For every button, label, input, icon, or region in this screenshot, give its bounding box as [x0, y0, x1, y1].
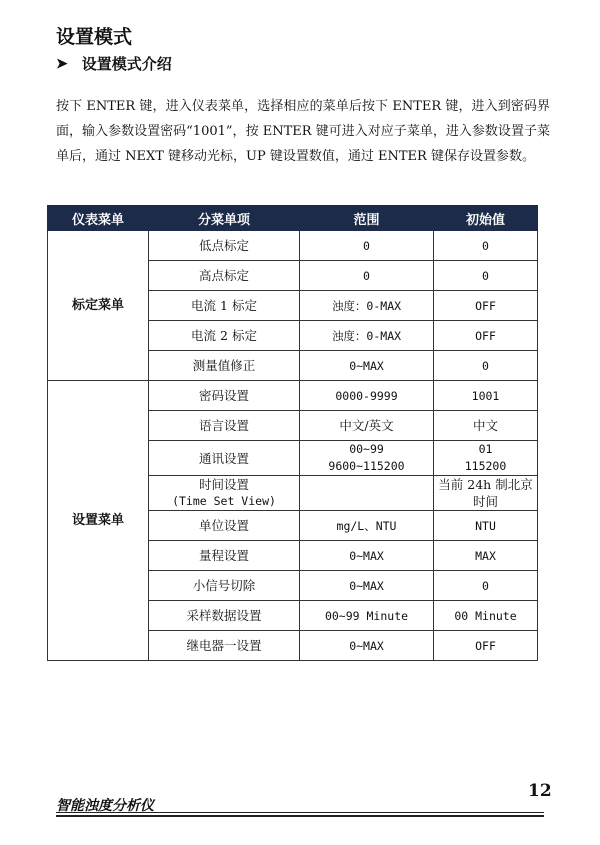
cell-initial: 1001	[471, 388, 500, 403]
cell-initial-line2: 115200	[464, 459, 507, 473]
page-number: 12	[528, 781, 552, 801]
cell-range: 0000-9999	[335, 388, 398, 403]
cell-item: 测量值修正	[149, 351, 300, 381]
cell-item: 量程设置	[149, 541, 300, 571]
cell-initial-line1: 01	[478, 442, 493, 456]
cell-item: 单位设置	[149, 511, 300, 541]
cell-item	[149, 476, 300, 511]
arrow-bullet-icon: ➤	[56, 55, 68, 72]
cell-initial: NTU	[475, 518, 496, 533]
settings-table	[47, 205, 538, 661]
group-calibration-menu: 标定菜单	[48, 231, 149, 381]
intro-paragraph: 按下 ENTER 键，进入仪表菜单，选择相应的菜单后按下 ENTER 键，进入到密码界面，输入参数设置密码“1001”，按 ENTER 键可进入对应子菜单，进入参数设置子菜单后，通过 NEXT 键移动光标，UP 键设置数值，通过 ENTER 键保存设置参数。	[56, 99, 550, 164]
cell-initial: OFF	[475, 298, 496, 313]
cell-item: 继电器一设置	[149, 631, 300, 661]
cell-item: 通讯设置	[149, 441, 300, 476]
cell-item: 采样数据设置	[149, 601, 300, 631]
cell-item: 低点标定	[149, 231, 300, 261]
cell-item: 语言设置	[149, 411, 300, 441]
footer-rule-thick	[56, 815, 544, 817]
cell-initial: 00 Minute	[454, 608, 517, 623]
cell-range: 00~99 Minute	[324, 608, 409, 623]
table-row	[48, 231, 538, 261]
cell-range: 0~MAX	[349, 638, 384, 653]
cell-range-line2: 9600~115200	[328, 459, 405, 473]
cell-initial: 当前 24h 制北京时间	[434, 476, 538, 511]
cell-range: 0	[363, 268, 370, 283]
cell-item: 小信号切除	[149, 571, 300, 601]
cell-item: 电流 2 标定	[149, 321, 300, 351]
cell-range: mg/L、NTU	[336, 518, 397, 533]
cell-item: 电流 1 标定	[149, 291, 300, 321]
cell-initial: OFF	[475, 328, 496, 343]
cell-item: 密码设置	[149, 381, 300, 411]
cell-item-line2: (Time Set View)	[172, 494, 276, 508]
cell-range-line1: 00~99	[349, 442, 384, 456]
footer-rule-thin	[56, 812, 544, 813]
cell-initial: 0	[482, 238, 489, 253]
cell-range: 中文/英文	[300, 411, 434, 441]
header-initial: 初始值	[434, 206, 538, 231]
header-menu: 仪表菜单	[48, 206, 149, 231]
footer-product-title: 智能浊度分析仪	[56, 798, 154, 814]
cell-item: 高点标定	[149, 261, 300, 291]
cell-initial: MAX	[475, 548, 496, 563]
subheading-text: 设置模式介绍	[81, 55, 172, 73]
cell-range: 浊度：0-MAX	[331, 328, 402, 343]
cell-initial: OFF	[475, 638, 496, 653]
cell-range	[300, 476, 434, 511]
section-subheading	[56, 53, 172, 74]
cell-item-line1: 时间设置	[198, 477, 249, 492]
cell-range: 浊度：0-MAX	[331, 298, 402, 313]
cell-range: 0~MAX	[349, 548, 384, 563]
header-submenu: 分菜单项	[149, 206, 300, 231]
cell-initial: 中文	[434, 411, 538, 441]
group-settings-menu: 设置菜单	[48, 381, 149, 661]
cell-range: 0	[363, 238, 370, 253]
cell-initial: 0	[482, 578, 489, 593]
cell-range: 0~MAX	[349, 358, 384, 373]
cell-range: 0~MAX	[349, 578, 384, 593]
cell-range	[300, 441, 434, 476]
table-header-row	[48, 206, 538, 231]
header-range: 范围	[300, 206, 434, 231]
page-heading: 设置模式	[56, 26, 133, 48]
cell-initial	[434, 441, 538, 476]
cell-initial: 0	[482, 358, 489, 373]
cell-initial: 0	[482, 268, 489, 283]
table-row	[48, 381, 538, 411]
